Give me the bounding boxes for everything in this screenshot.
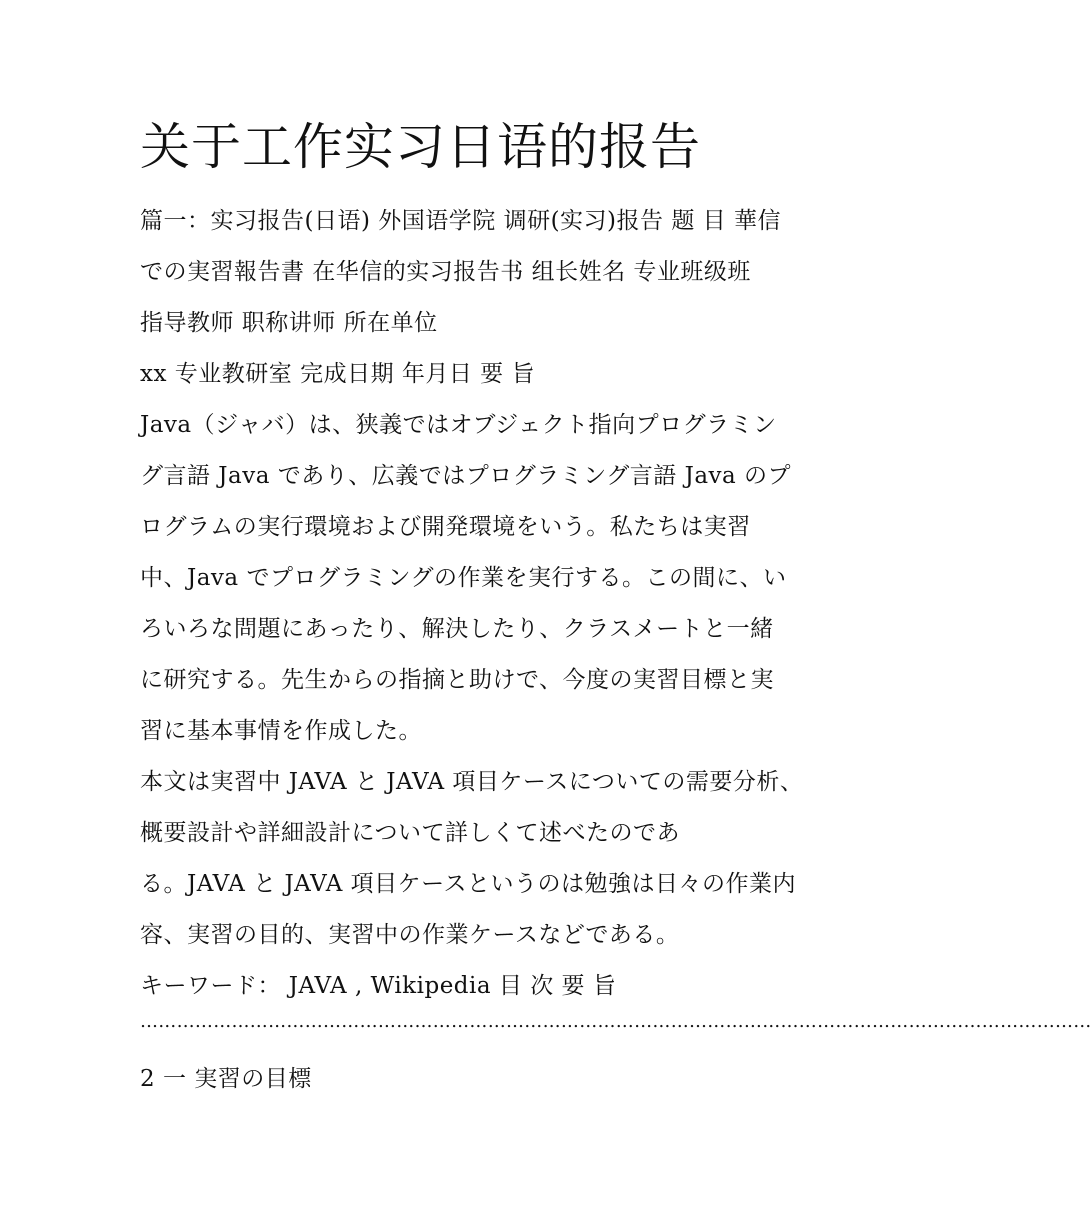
body-line: xx 专业教研室 完成日期 年月日 要 旨 (140, 361, 535, 387)
body-line: Java（ジャバ）は、狭義ではオブジェクト指向プログラミン (140, 412, 777, 438)
body-line: に研究する。先生からの指摘と助けで、今度の実習目標と実 (140, 667, 775, 693)
body-line: ろいろな問題にあったり、解決したり、クラスメートと一緒 (140, 616, 774, 642)
body-line: 中、Java でプログラミングの作業を実行する。この間に、い (140, 565, 787, 591)
body-line: 指导教师 职称讲师 所在单位 (140, 310, 438, 336)
toc-entry: 2 一 実習の目標 (140, 1066, 312, 1092)
body-line: での実習報告書 在华信的实习报告书 组长姓名 专业班级班 (140, 259, 751, 285)
body-line: 篇一：实习报告(日语) 外国语学院 调研(实习)报告 题 目 華信 (140, 208, 781, 234)
body-line: 容、実習の目的、実習中の作業ケースなどである。 (140, 922, 680, 948)
body-line: 習に基本事情を作成した。 (140, 718, 422, 744)
toc-leader-dots: ………………………………………………………………………………………………………………………………………… (140, 1011, 1092, 1032)
body-line: 概要設計や詳細設計について詳しくて述べたのであ (140, 820, 681, 846)
document-title: 关于工作实习日语的报告 (140, 118, 701, 176)
body-line: ログラムの実行環境および開発環境をいう。私たちは実習 (140, 514, 751, 540)
body-line: グ言語 Java であり、広義ではプログラミング言語 Java のプ (140, 463, 792, 489)
body-line: る。JAVA と JAVA 項目ケースというのは勉強は日々の作業内 (140, 871, 796, 897)
body-line: 本文は実習中 JAVA と JAVA 項目ケースについての需要分析、 (140, 769, 804, 795)
keywords-line: キーワード： JAVA , Wikipedia 目 次 要 旨 (140, 973, 617, 999)
